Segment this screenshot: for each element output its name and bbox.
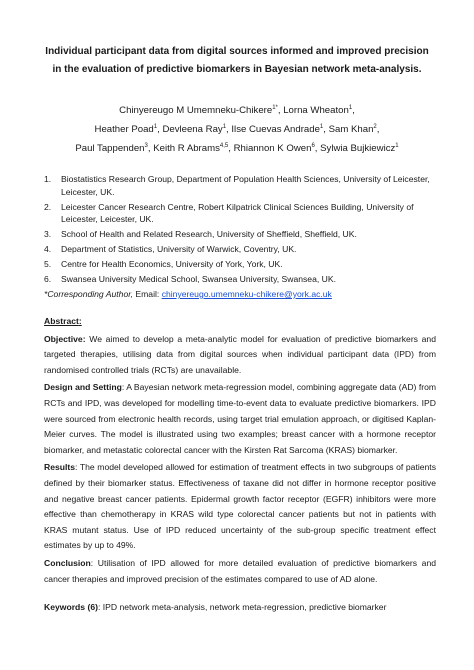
conclusion-label: Conclusion: [44, 557, 91, 568]
author-name: Ilse Cuevas Andrade: [231, 124, 320, 135]
affiliation-item: [44, 243, 436, 256]
abstract-section: [44, 314, 436, 589]
author-line-2: Heather Poad$^1$, Devleena Ray$^1$, Ilse Cuevas Andrade$^1$, Sam Khan$^2$,: [94, 123, 380, 135]
results-text: : The model developed allowed for estimation of treatment effects in two subgroups of patients defined by their biomarker status. Effectiveness of taxane did not differ in hormone receptor positive and negative breast cancer patients. Epidermal growth factor receptor (EGFR) inhibitors were more effective than chemotherapy in KRAS wild type colorectal cancer patients but not in patients with KRAS mutant status. Use of IPD reduced uncertainty of the sub-group specific treatment effect estimates by up to 49%.: [44, 462, 436, 551]
design-label: Design and Setting: [44, 382, 122, 393]
author-affil-sup: 6: [311, 142, 315, 149]
affiliation-text: Biostatistics Research Group, Department of Population Health Sciences, University of Leicester, Leicester, UK.: [61, 174, 430, 197]
affiliation-text: Leicester Cancer Research Centre, Robert Kilpatrick Clinical Sciences Building, University of Leicester, Leicester, UK.: [61, 201, 414, 224]
author-line-3: Paul Tappenden$^3$, Keith R Abrams$^{4,5}$, Rhiannon K Owen$^6$, Sylwia Bujkiewicz$^1$: [75, 142, 399, 154]
author-affil-sup: 4,5: [219, 142, 229, 149]
results-label: Results: [44, 462, 76, 473]
affiliation-item: [44, 273, 436, 286]
abstract-design: [44, 380, 436, 458]
corresponding-author: [44, 288, 436, 301]
affiliation-number: 5.: [44, 259, 52, 269]
affiliation-item: [44, 173, 436, 198]
author-affil-sup: 1: [348, 104, 353, 111]
conclusion-text: : Utilisation of IPD allowed for more detailed evaluation of predictive biomarkers and cancer therapies and improved precision of the estimates compared to use of AD alone.: [44, 557, 436, 584]
author-name: Lorna Wheaton: [283, 105, 349, 116]
affiliation-item: [44, 258, 436, 271]
author-affil-sup: 1*: [272, 104, 278, 111]
affiliation-item: [44, 228, 436, 241]
email-label: Email:: [133, 289, 162, 299]
author-name: Sylwia Bujkiewicz: [320, 143, 396, 154]
author-name: Paul Tappenden: [75, 143, 145, 154]
abstract-heading: Abstract:: [44, 316, 82, 326]
author-list: [30, 101, 444, 158]
author-name: Keith R Abrams: [153, 143, 220, 154]
affiliation-number: 2.: [44, 201, 52, 212]
affiliation-number: 3.: [44, 229, 52, 239]
affiliation-item: [44, 201, 436, 226]
affiliation-list: [44, 173, 436, 301]
email-link[interactable]: chinyereugo.umemneku-chikere@york.ac.uk: [161, 289, 332, 299]
author-name: Heather Poad: [94, 124, 154, 135]
design-text: : A Bayesian network meta-regression model, combining aggregate data (AD) from RCTs and IPD, was developed for modelling time-to-event data to evaluate predictive biomarkers. IPD were sourced from electronic health records, using target trial emulation approach, or digitised Kaplan-Meier curves. The model is illustrated using two examples; breast cancer with a hormone receptor biomarker, and metastatic colorectal cancer with the Kirsten Rat Sarcoma (KRAS) biomarker.: [44, 382, 437, 455]
affiliation-text: Centre for Health Economics, University of York, York, UK.: [61, 259, 283, 269]
affiliation-number: 1.: [44, 174, 52, 184]
author-affil-sup: 1: [222, 123, 227, 130]
author-name: Devleena Ray: [162, 124, 223, 135]
title-line-2: in the evaluation of predictive biomarkers in Bayesian network meta-analysis.: [52, 64, 422, 75]
author-affil-sup: 3: [144, 142, 148, 149]
affiliation-text: School of Health and Related Research, University of Sheffield, Sheffield, UK.: [61, 229, 357, 239]
affiliation-number: 6.: [44, 274, 52, 284]
author-name: Rhiannon K Owen: [233, 143, 312, 154]
abstract-results: [44, 460, 436, 554]
paper-title: [40, 43, 434, 79]
title-line-1: Individual participant data from digital sources informed and improved precision: [45, 46, 429, 57]
author-name: Chinyereugo M Umemneku-Chikere: [119, 105, 273, 116]
author-affil-sup: 1: [319, 123, 324, 130]
keywords-label: Keywords (6): [44, 602, 98, 612]
affiliation-number: 4.: [44, 244, 52, 254]
affiliation-text: Swansea University Medical School, Swansea University, Swansea, UK.: [61, 274, 336, 284]
author-name: Sam Khan: [328, 124, 374, 135]
abstract-objective: [44, 332, 436, 379]
author-affil-sup: 2: [373, 123, 377, 130]
objective-label: Objective:: [44, 333, 86, 344]
author-affil-sup: 1: [153, 123, 158, 130]
corresponding-label: *Corresponding Author,: [44, 289, 134, 299]
abstract-conclusion: [44, 556, 436, 587]
affiliation-text: Department of Statistics, University of Warwick, Coventry, UK.: [61, 244, 297, 254]
author-line-1: Chinyereugo M Umemneku-Chikere$^{1*}$, Lorna Wheaton$^1$,: [119, 104, 355, 116]
keywords: [44, 600, 436, 615]
keywords-text: : IPD network meta-analysis, network meta-regression, predictive biomarker: [97, 602, 387, 612]
objective-text: We aimed to develop a meta-analytic model for evaluation of predictive biomarkers and targeted therapies, utilising data from digital sources when individual participant data (IPD) from randomised controlled trials (RCTs) are unavailable.: [44, 333, 436, 375]
author-affil-sup: 1: [395, 142, 399, 149]
